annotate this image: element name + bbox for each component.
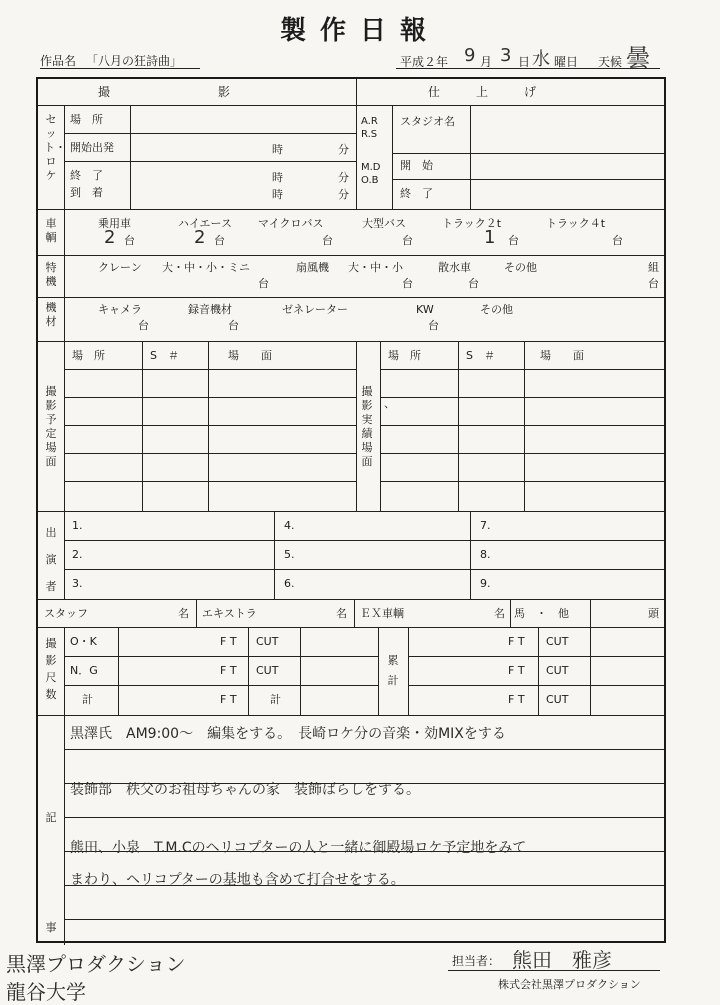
month-label: 月	[480, 55, 493, 69]
horse-unit: 頭	[648, 607, 659, 620]
cast-slot: 7.	[480, 519, 491, 532]
col-line	[300, 627, 301, 715]
md-ob-label: M.D O.B	[361, 162, 381, 186]
col-line	[64, 341, 65, 511]
day-label: 日	[518, 55, 531, 69]
special-unit: 台	[258, 277, 269, 290]
row-line	[408, 685, 664, 686]
col-line	[524, 341, 525, 511]
end-label: 終 了	[70, 169, 103, 182]
vehicle-unit: 台	[508, 234, 519, 247]
row-line	[380, 425, 664, 426]
col-line	[470, 511, 471, 599]
kei-label: 計	[270, 693, 281, 706]
vehicle-count: 2	[194, 227, 206, 248]
scene-sno-header: S ＃	[150, 349, 179, 362]
satsuei-header: 撮 影	[98, 85, 231, 99]
report-form	[36, 77, 666, 943]
ft-label: F T	[508, 635, 525, 648]
cast-slot: 9.	[480, 577, 491, 590]
watermark-university: 龍谷大学	[6, 980, 86, 1004]
col-line	[590, 627, 591, 715]
generator-label: ゼネレーター	[282, 303, 348, 316]
row-line	[64, 569, 664, 570]
row-line	[38, 715, 664, 716]
vehicle-item: トラック４t	[546, 217, 606, 230]
col-line	[64, 511, 65, 599]
col-line	[64, 209, 65, 341]
vehicle-count: 1	[484, 227, 496, 248]
weather-label: 天候	[598, 55, 623, 69]
vehicle-unit: 台	[124, 234, 135, 247]
scene-bamen-header: 場 面	[228, 349, 272, 362]
staff-label: スタッフ	[44, 607, 88, 620]
kaishi-label: 開 始	[400, 159, 433, 172]
scene-basho-header: 場 所	[72, 349, 105, 362]
kei-label: 計	[82, 693, 93, 706]
cut-label: CUT	[546, 664, 569, 677]
cast-slot: 5.	[284, 548, 295, 561]
col-line	[538, 627, 539, 715]
kw-label: KW	[416, 303, 434, 316]
vehicle-unit: 台	[402, 234, 413, 247]
row-line	[38, 297, 664, 298]
ng-label: N．G	[70, 664, 98, 677]
equipment-label: 機材	[45, 301, 57, 328]
notes-line	[64, 919, 664, 920]
row-line	[38, 341, 664, 342]
extra-unit: 名	[336, 607, 347, 620]
cast-slot: 3.	[72, 577, 83, 590]
horse-label: 馬 ・ 他	[514, 607, 569, 620]
notes-label: 記事	[45, 811, 57, 934]
special-unit: 台	[468, 277, 479, 290]
equipment-unit: 台	[228, 319, 239, 332]
cut-label: CUT	[256, 635, 279, 648]
cast-slot: 1.	[72, 519, 83, 532]
vehicle-label: 車輌	[45, 217, 57, 244]
minute-unit: 分	[338, 171, 349, 184]
special-unit: 台	[648, 277, 659, 290]
ruikei-label: 累計	[387, 654, 399, 687]
extra-label: エキストラ	[202, 607, 257, 620]
page-title: 製作日報	[279, 16, 440, 46]
vehicle-unit: 台	[214, 234, 225, 247]
signature-underline	[448, 970, 660, 971]
row-line	[380, 453, 664, 454]
row-line	[392, 153, 664, 154]
set-loca-label: セット・ロケ	[44, 113, 66, 182]
weekday-label: 曜日	[554, 55, 579, 69]
tantosha-label: 担当者：	[452, 954, 501, 968]
hour-unit: 時	[272, 188, 283, 201]
col-line	[64, 627, 65, 715]
vehicle-count: 2	[104, 227, 116, 248]
note-line: 黒澤氏 AM9:00～ 編集をする。 長崎ロケ分の音楽・効MIXをする	[70, 726, 506, 742]
hour-unit: 時	[272, 143, 283, 156]
col-line	[196, 599, 197, 627]
col-line	[510, 599, 511, 627]
row-line	[38, 209, 664, 210]
basho-label: 場 所	[70, 113, 103, 126]
special-unit: 台	[402, 277, 413, 290]
cast-slot: 4.	[284, 519, 295, 532]
tantosha-name: 熊田 雅彦	[512, 948, 612, 972]
special-other: その他	[504, 261, 537, 274]
work-underline	[40, 68, 200, 69]
weather-value: 曇	[626, 44, 650, 72]
scene-mark: 、	[384, 397, 395, 410]
camera-label: キャメラ	[98, 303, 142, 316]
ar-rs-label: A.R R.S	[361, 116, 378, 140]
vehicle-item: マイクロバス	[258, 217, 324, 230]
row-line	[408, 656, 664, 657]
row-line	[64, 656, 378, 657]
ft-label: F T	[508, 664, 525, 677]
col-line	[356, 79, 357, 209]
row-line	[392, 179, 664, 180]
ex-car-unit: 名	[494, 607, 505, 620]
col-line	[274, 511, 275, 599]
vehicle-unit: 台	[612, 234, 623, 247]
row-line	[380, 369, 664, 370]
ft-label: F T	[508, 693, 525, 706]
staff-unit: 名	[178, 607, 189, 620]
col-line	[356, 341, 357, 511]
company-name: 株式会社黒澤プロダクション	[498, 978, 641, 991]
notes-line	[64, 749, 664, 750]
scene-sno-header: S ＃	[466, 349, 495, 362]
shiage-header: 仕 上 げ	[428, 85, 537, 99]
start-label: 開始出発	[70, 141, 114, 154]
equipment-other: その他	[480, 303, 513, 316]
planned-scenes-label: 撮影予定場面	[45, 385, 57, 468]
actual-scenes-label: 撮影実績場面	[361, 385, 373, 468]
cut-label: CUT	[546, 635, 569, 648]
row-line	[64, 425, 356, 426]
row-line	[64, 133, 356, 134]
cut-label: CUT	[546, 693, 569, 706]
weekday-value: 水	[532, 49, 550, 70]
note-line: まわり、ヘリコプターの基地も含めて打合せをする。	[70, 872, 405, 888]
scene-basho-header: 場 所	[388, 349, 421, 362]
vehicle-item: トラック２t	[442, 217, 502, 230]
vehicle-item: ハイエース	[178, 217, 233, 230]
row-line	[38, 599, 664, 600]
row-line	[64, 481, 356, 482]
recorder-label: 録音機材	[188, 303, 232, 316]
work-title: 「八月の狂詩曲」	[86, 54, 183, 68]
row-line	[38, 255, 664, 256]
col-line	[64, 105, 65, 209]
col-line	[470, 105, 471, 209]
sprinkler-label: 散水車	[438, 261, 471, 274]
arrive-label: 到 着	[70, 186, 103, 199]
watermark-production: 黒澤プロダクション	[6, 952, 186, 976]
ex-car-label: ＥＸ車輌	[360, 607, 404, 620]
col-line	[378, 627, 379, 715]
row-line	[380, 397, 664, 398]
cast-slot: 2.	[72, 548, 83, 561]
col-line	[208, 341, 209, 511]
cut-label: CUT	[256, 664, 279, 677]
day-value: 3	[500, 45, 512, 66]
fan-label: 扇風機	[296, 261, 329, 274]
crane-sizes: 大・中・小・ミニ	[162, 261, 250, 274]
scene-bamen-header: 場 面	[540, 349, 584, 362]
vehicle-unit: 台	[322, 234, 333, 247]
cast-slot: 6.	[284, 577, 295, 590]
cast-label: 出演者	[45, 526, 57, 593]
date-underline	[396, 68, 660, 69]
row-line	[38, 627, 664, 628]
shuryo-label: 終 了	[400, 187, 433, 200]
row-line	[64, 540, 664, 541]
footage-label: 撮影尺数	[45, 637, 57, 701]
era: 平成２年	[400, 55, 449, 69]
col-line	[458, 341, 459, 511]
month-value: 9	[464, 45, 476, 66]
row-line	[64, 369, 356, 370]
hour-unit: 時	[272, 171, 283, 184]
cast-slot: 8.	[480, 548, 491, 561]
row-line	[38, 511, 664, 512]
note-line: 熊田、小泉 T.M.Cのヘリコプターの人と一緒に御殿場ロケ予定地をみて	[70, 840, 527, 856]
equipment-unit: 台	[428, 319, 439, 332]
note-line: 装飾部 秩父のお祖母ちゃんの家 装飾ばらしをする。	[70, 782, 420, 798]
col-line	[590, 599, 591, 627]
col-line	[392, 105, 393, 209]
vehicle-item: 大型バス	[362, 217, 406, 230]
col-line	[380, 341, 381, 511]
col-line	[130, 105, 131, 209]
ft-label: F T	[220, 693, 237, 706]
row-line	[64, 685, 378, 686]
vehicle-item: 乗用車	[98, 217, 131, 230]
special-label: 特機	[45, 261, 57, 288]
ft-label: F T	[220, 664, 237, 677]
ft-label: F T	[220, 635, 237, 648]
row-line	[64, 453, 356, 454]
minute-unit: 分	[338, 188, 349, 201]
minute-unit: 分	[338, 143, 349, 156]
kumi-label: 組	[648, 261, 659, 274]
crane-label: クレーン	[98, 261, 142, 274]
ok-label: O・K	[70, 635, 97, 648]
work-label: 作品名	[40, 54, 77, 68]
row-line	[38, 105, 664, 106]
notes-line	[64, 817, 664, 818]
col-line	[408, 627, 409, 715]
col-line	[142, 341, 143, 511]
row-line	[380, 481, 664, 482]
row-line	[64, 161, 356, 162]
studio-label: スタジオ名	[400, 115, 455, 128]
fan-sizes: 大・中・小	[348, 261, 403, 274]
row-line	[64, 397, 356, 398]
col-line	[354, 599, 355, 627]
col-line	[248, 627, 249, 715]
col-line	[118, 627, 119, 715]
equipment-unit: 台	[138, 319, 149, 332]
